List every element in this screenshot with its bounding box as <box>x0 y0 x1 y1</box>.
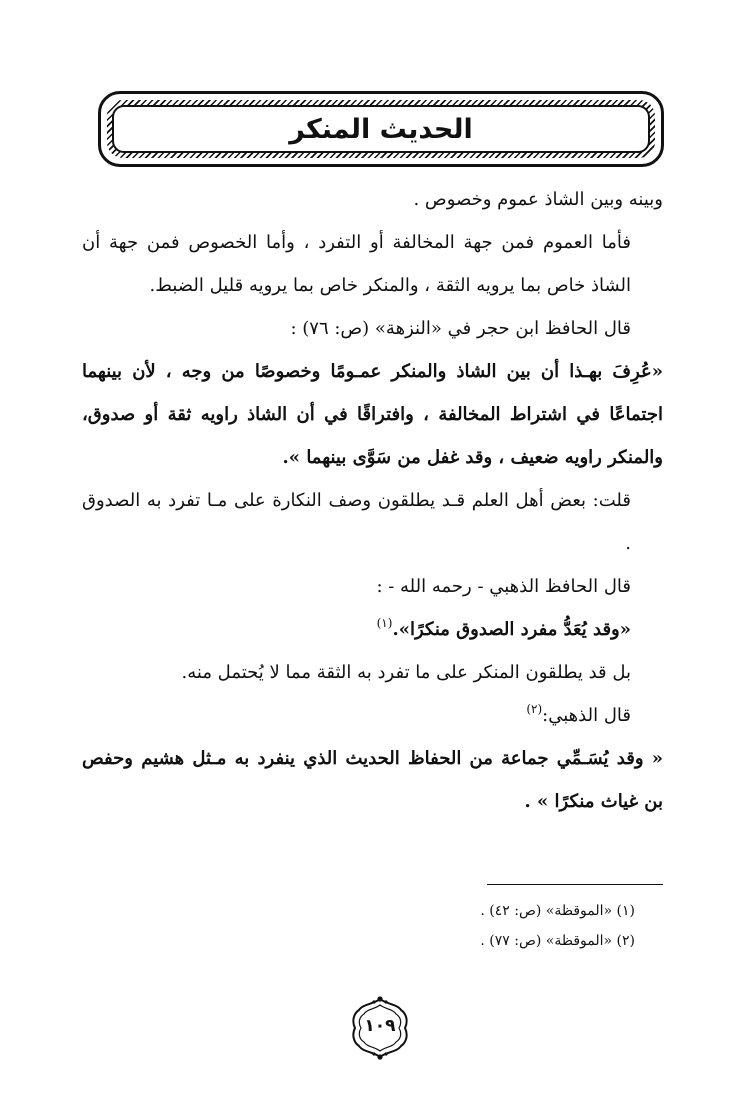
quote-dhahabi-2: « وقد يُسَـمِّي جماعة من الحفاظ الحديث الذي ينفرد به مـثل هشيم وحفص بن غياث منكرًا » . <box>82 748 663 812</box>
chapter-title: الحديث المنكر <box>289 113 473 145</box>
page-number: ١٠٩ <box>364 1016 396 1036</box>
paragraph-dhahabi-2-intro: قال الذهبي: <box>542 705 631 726</box>
paragraph-dhahabi-2-intro-line <box>82 694 663 737</box>
footnotes <box>115 896 635 956</box>
body-text <box>82 178 663 823</box>
quote-ibn-hajar: «عُرِفَ بهـذا أن بين الشاذ والمنكر عمـومًا وخصوصًا من وجه ، لأن بينهما اجتماعًا في اشتراط المخالفة ، وافتراقًا في أن الشاذ راويه ثقة أو صدوق، والمنكر راويه ضعيف ، وقد غفل من سَوَّى بينهما ». <box>82 361 663 468</box>
footnote-ref-2: (٢) <box>526 702 543 716</box>
paragraph-author-note: قلت: بعض أهل العلم قـد يطلقون وصف النكارة على مـا تفرد به الصدوق . <box>82 490 631 554</box>
header-hatched-frame <box>107 100 655 158</box>
quote-dhahabi-1-line <box>82 608 663 651</box>
paragraph-dhahabi-intro: قال الحافظ الذهبي - رحمه الله - : <box>376 576 631 597</box>
footnote-divider <box>487 884 663 885</box>
page-number-ornament <box>349 996 411 1060</box>
quote-dhahabi-1: «وقد يُعَدُّ مفرد الصدوق منكرًا». <box>392 619 631 640</box>
footnote-1: (١) «الموقظة» (ص: ٤٢) . <box>480 903 635 919</box>
paragraph-general-specific: فأما العموم فمن جهة المخالفة أو التفرد ، وأما الخصوص فمن جهة أن الشاذ خاص بما يرويه الثقة ، والمنكر خاص بما يرويه قليل الضبط. <box>82 232 631 296</box>
paragraph-line1: وبينه وبين الشاذ عموم وخصوص . <box>413 189 663 210</box>
footnote-2: (٢) «الموقظة» (ص: ٧٧) . <box>480 933 635 949</box>
paragraph-trustworthy-note: بل قد يطلقون المنكر على ما تفرد به الثقة مما لا يُحتمل منه. <box>181 662 631 683</box>
footnote-ref-1: (١) <box>376 616 393 630</box>
header-inner-box <box>112 105 650 153</box>
chapter-header-banner <box>98 91 664 167</box>
paragraph-ibn-hajar-intro: قال الحافظ ابن حجر في «النزهة» (ص: ٧٦) : <box>290 318 631 339</box>
